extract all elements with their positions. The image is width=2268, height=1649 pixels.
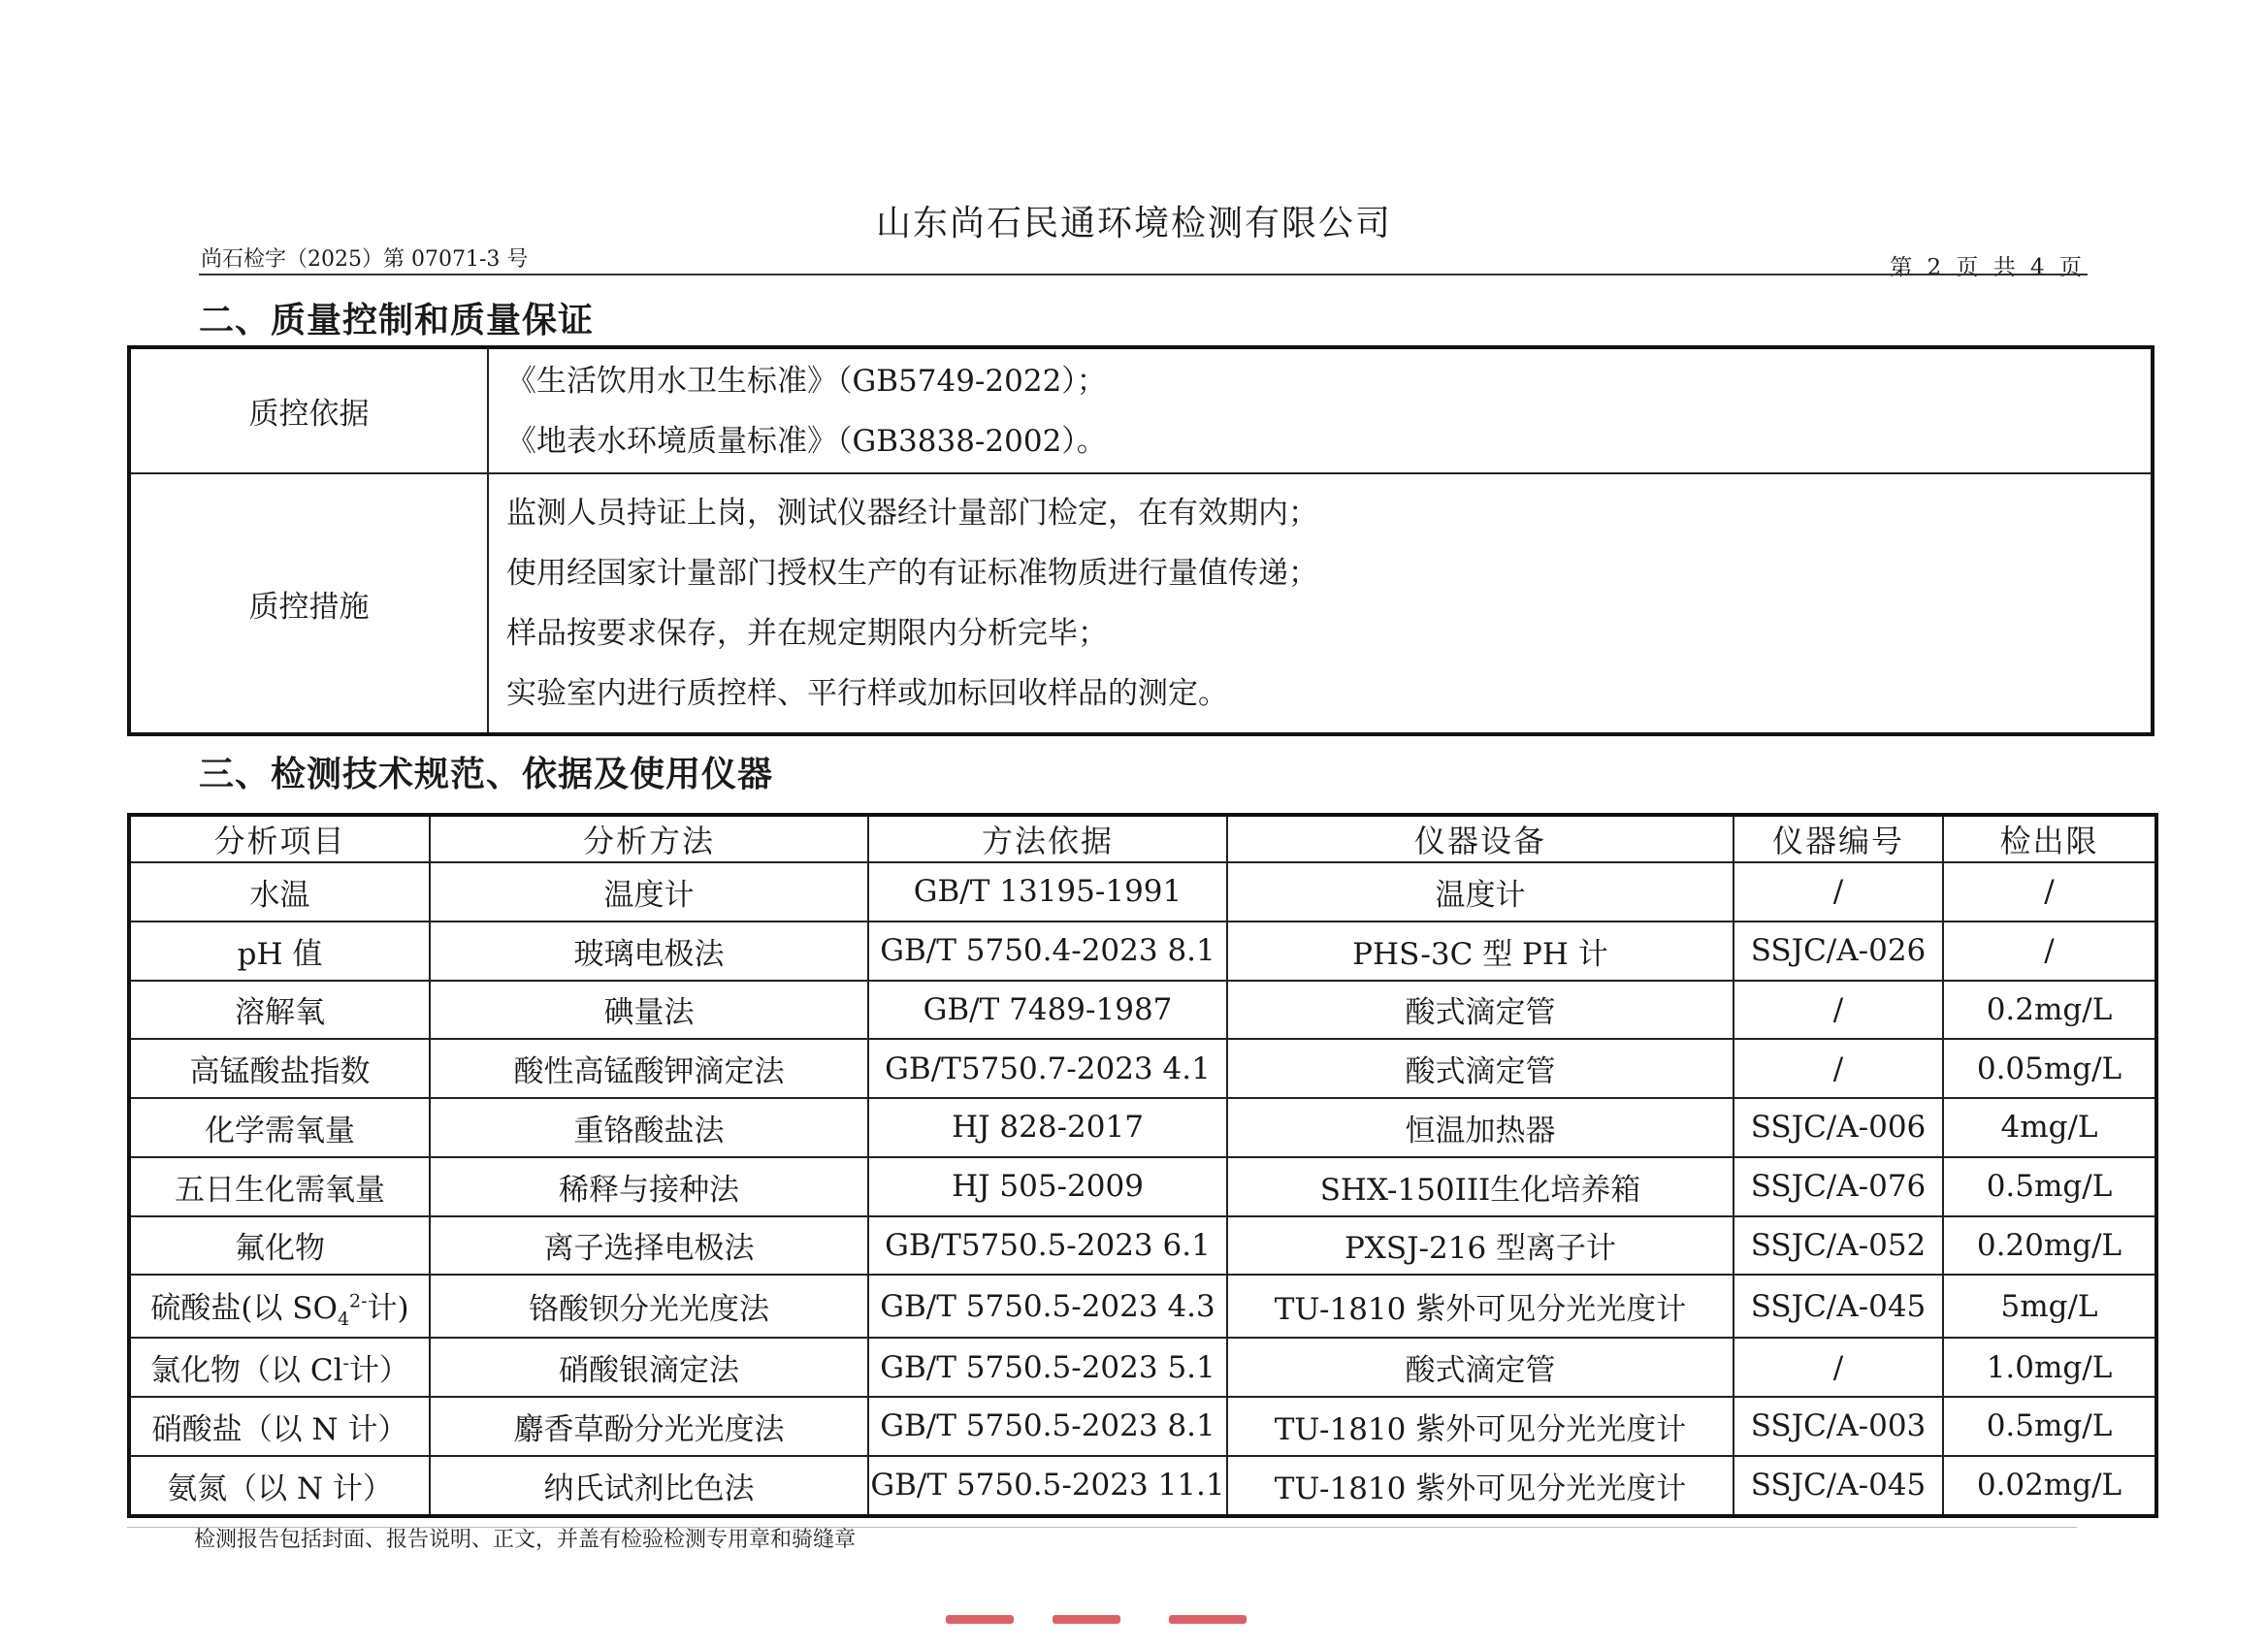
qc-measures-cell [488,473,2153,734]
qc-basis-line: 《地表水环境质量标准》（GB3838-2002）。 [506,423,1107,459]
column-header: 分析方法 [430,815,868,862]
cell-item: 溶解氧 [129,981,430,1040]
qc-basis-line: 《生活饮用水卫生标准》（GB5749-2022）； [506,363,1107,399]
item-subscript: 4 [337,1308,350,1330]
table-row [129,1098,2156,1157]
table-header-row [129,815,2156,862]
cell-code: / [1733,981,1943,1040]
table-row [129,1216,2156,1276]
cell-basis: GB/T 5750.5-2023 5.1 [868,1338,1227,1397]
cell-instrument: TU-1810 紫外可见分光光度计 [1227,1456,1733,1516]
cell-method: 稀释与接种法 [430,1157,868,1216]
cell-item: pH 值 [129,922,430,981]
table-row [129,1338,2156,1397]
cell-code: / [1733,862,1943,922]
cell-method: 酸性高锰酸钾滴定法 [430,1039,868,1098]
cell-limit: 5mg/L [1943,1275,2156,1338]
column-header: 方法依据 [868,815,1227,862]
qc-basis-cell [488,347,2153,473]
cell-item [129,1275,430,1338]
company-name: 山东尚石民通环境检测有限公司 [875,204,1392,243]
footer-note: 检测报告包括封面、报告说明、正文，并盖有检验检测专用章和骑缝章 [194,1528,857,1552]
page-number: 第 2 页 共 4 页 [1890,255,2086,280]
table-row [129,1456,2156,1516]
qc-basis-label: 质控依据 [129,347,488,473]
cell-item: 化学需氧量 [129,1098,430,1157]
cell-instrument: 酸式滴定管 [1227,981,1733,1040]
cell-instrument: 酸式滴定管 [1227,1039,1733,1098]
cell-instrument: 温度计 [1227,862,1733,922]
column-header: 检出限 [1943,815,2156,862]
cell-instrument: SHX-150III生化培养箱 [1227,1157,1733,1216]
cell-code: / [1733,1039,1943,1098]
cell-code: SSJC/A-003 [1733,1397,1943,1456]
quality-control-table [127,345,2155,736]
cell-basis: GB/T 5750.5-2023 11.1 [868,1456,1227,1516]
cell-code: SSJC/A-045 [1733,1275,1943,1338]
cell-limit: 0.5mg/L [1943,1397,2156,1456]
item-superscript: - [342,1352,349,1374]
cell-code: SSJC/A-045 [1733,1456,1943,1516]
cell-method: 温度计 [430,862,868,922]
cell-item: 水温 [129,862,430,922]
cell-limit: 4mg/L [1943,1098,2156,1157]
cell-instrument: 酸式滴定管 [1227,1338,1733,1397]
item-text: 氯化物（以 Cl [150,1353,343,1389]
cell-item: 氟化物 [129,1216,430,1276]
cell-basis: GB/T 5750.4-2023 8.1 [868,922,1227,981]
cell-method: 铬酸钡分光光度法 [430,1275,868,1338]
cell-method: 纳氏试剂比色法 [430,1456,868,1516]
cell-instrument: PXSJ-216 型离子计 [1227,1216,1733,1276]
cell-limit: 0.20mg/L [1943,1216,2156,1276]
item-text: 硫酸盐(以 SO [150,1290,338,1326]
table-row [129,1157,2156,1216]
methods-table [127,813,2158,1518]
qc-measure-line: 使用经国家计量部门授权生产的有证标准物质进行量值传递； [506,556,1318,591]
cell-item: 氨氮（以 N 计） [129,1456,430,1516]
section-title-methods: 三、检测技术规范、依据及使用仪器 [199,754,774,794]
cell-method: 离子选择电极法 [430,1216,868,1276]
cell-instrument: 恒温加热器 [1227,1098,1733,1157]
cell-code: / [1733,1338,1943,1397]
cell-code: SSJC/A-026 [1733,922,1943,981]
item-text: 计） [348,1353,409,1389]
qc-measure-line: 实验室内进行质控样、平行样或加标回收样品的测定。 [506,676,1228,711]
section-title-quality-control: 二、质量控制和质量保证 [199,300,595,340]
table-row [129,981,2156,1040]
cell-limit: / [1943,862,2156,922]
cell-method: 硝酸银滴定法 [430,1338,868,1397]
table-row [129,1039,2156,1098]
table-row [129,922,2156,981]
cell-basis: GB/T 5750.5-2023 4.3 [868,1275,1227,1338]
seal-stamp-fragment [946,1615,1247,1629]
cell-basis: GB/T5750.7-2023 4.1 [868,1039,1227,1098]
cell-method: 碘量法 [430,981,868,1040]
cell-method: 玻璃电极法 [430,922,868,981]
cell-method: 重铬酸盐法 [430,1098,868,1157]
item-text: 计) [367,1290,409,1326]
cell-basis: HJ 828-2017 [868,1098,1227,1157]
cell-code: SSJC/A-006 [1733,1098,1943,1157]
column-header: 分析项目 [129,815,430,862]
cell-item: 硝酸盐（以 N 计） [129,1397,430,1456]
cell-method: 麝香草酚分光光度法 [430,1397,868,1456]
column-header: 仪器设备 [1227,815,1733,862]
cell-limit: 1.0mg/L [1943,1338,2156,1397]
cell-instrument: PHS-3C 型 PH 计 [1227,922,1733,981]
cell-item: 高锰酸盐指数 [129,1039,430,1098]
cell-basis: GB/T5750.5-2023 6.1 [868,1216,1227,1276]
report-number: 尚石检字（2025）第 07071-3 号 [201,247,529,272]
cell-instrument: TU-1810 紫外可见分光光度计 [1227,1397,1733,1456]
qc-measure-line: 监测人员持证上岗，测试仪器经计量部门检定，在有效期内； [506,496,1318,531]
cell-basis: GB/T 5750.5-2023 8.1 [868,1397,1227,1456]
cell-basis: GB/T 7489-1987 [868,981,1227,1040]
table-row [129,862,2156,922]
cell-instrument: TU-1810 紫外可见分光光度计 [1227,1275,1733,1338]
item-superscript: 2- [349,1290,368,1312]
cell-limit: 0.05mg/L [1943,1039,2156,1098]
header-divider [199,274,2088,275]
cell-limit: / [1943,922,2156,981]
cell-limit: 0.5mg/L [1943,1157,2156,1216]
cell-basis: GB/T 13195-1991 [868,862,1227,922]
cell-code: SSJC/A-052 [1733,1216,1943,1276]
table-row [129,347,2153,473]
table-row [129,473,2153,734]
cell-code: SSJC/A-076 [1733,1157,1943,1216]
table-row [129,1275,2156,1338]
table-row [129,1397,2156,1456]
cell-item [129,1338,430,1397]
cell-limit: 0.02mg/L [1943,1456,2156,1516]
qc-measures-label: 质控措施 [129,473,488,734]
cell-basis: HJ 505-2009 [868,1157,1227,1216]
cell-limit: 0.2mg/L [1943,981,2156,1040]
qc-measure-line: 样品按要求保存，并在规定期限内分析完毕； [506,616,1108,651]
cell-item: 五日生化需氧量 [129,1157,430,1216]
column-header: 仪器编号 [1733,815,1943,862]
